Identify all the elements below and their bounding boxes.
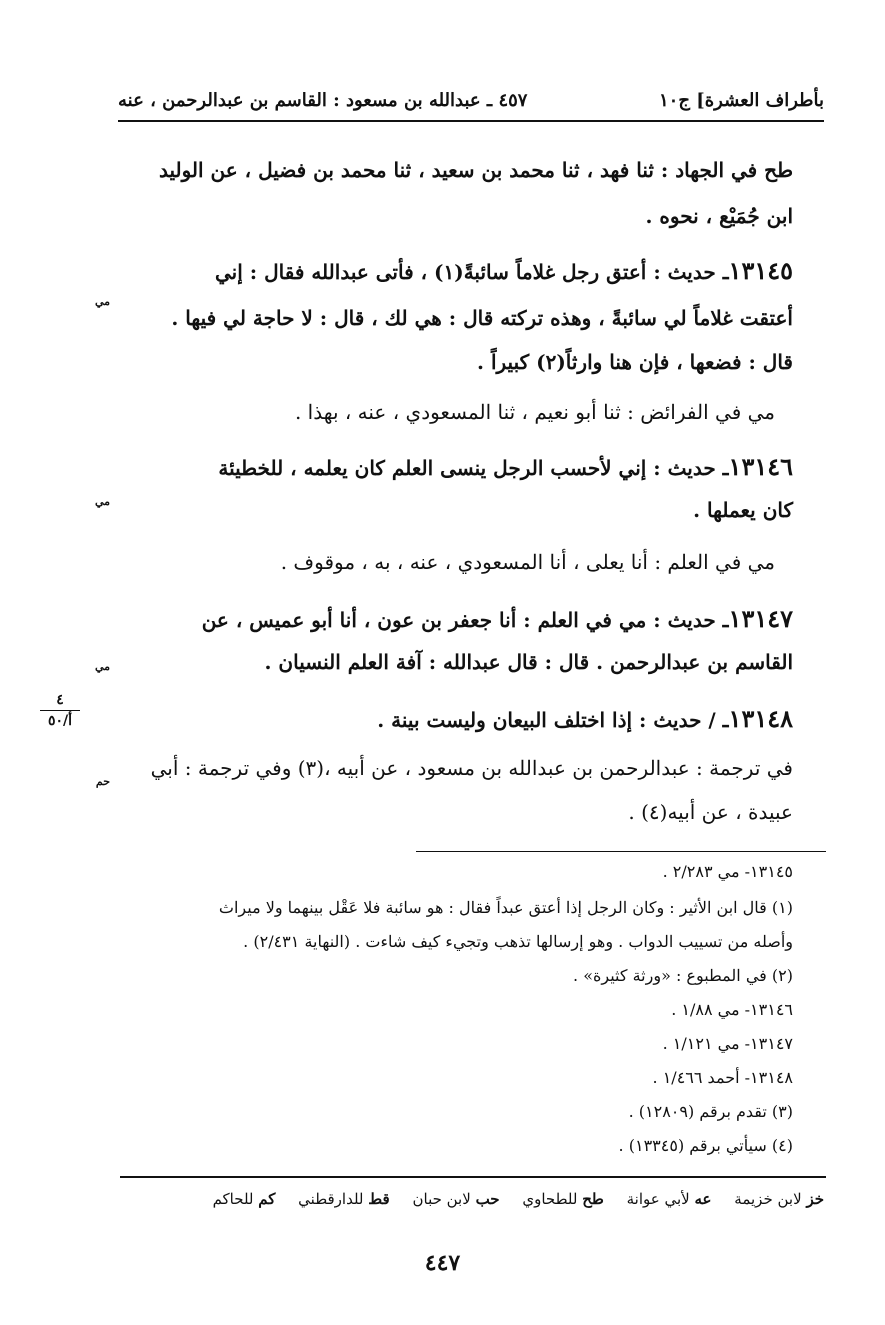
source-marker: مي (94, 660, 110, 673)
abbreviation-item: طح للطحاوي (522, 1190, 604, 1208)
hadith-number: ١٣١٤٧ (728, 604, 793, 633)
hadith-text: ـ حديث : أعتق رجل غلاماً سائبةً(١) ، فأتى عبدالله فقال : إني (214, 260, 729, 284)
footnote: (٤) سيأتي برقم (١٣٣٤٥) . (618, 1136, 793, 1155)
hadith-13148-line-3: عبيدة ، عن أبيه(٤) . (628, 800, 793, 824)
hadith-number: ١٣١٤٨ (728, 704, 793, 733)
hadith-text: ـ / حديث : إذا اختلف البيعان وليست بينة . (377, 708, 729, 732)
hadith-13145-line-3: قال : فضعها ، فإن هنا وارثاً(٢) كبيراً . (477, 350, 793, 374)
intro-line-1: طح في الجهاد : ثنا فهد ، ثنا محمد بن سعيد ، ثنا محمد بن فضيل ، عن الوليد (158, 158, 793, 182)
folio-number: ٤ (56, 692, 64, 708)
running-header (118, 84, 824, 122)
hadith-13145-line-1 (93, 256, 793, 285)
legend-rule (120, 1176, 826, 1178)
hadith-13148-line-1 (93, 704, 793, 733)
hadith-13145-line-2: أعتقت غلاماً لي سائبةً ، وهذه تركته قال : هي لك ، قال : لا حاجة لي فيها . (171, 306, 793, 330)
footnote: ١٣١٤٧- مي ١/١٢١ . (662, 1034, 793, 1053)
footnote: وأصله من تسييب الدواب . وهو إرسالها تذهب وتجيء كيف شاءت . (النهاية ٢/٤٣١) . (243, 932, 793, 951)
hadith-13147-line-1 (93, 604, 793, 633)
abbreviation-item: حب لابن حبان (412, 1190, 500, 1208)
abbreviation-legend (118, 1190, 824, 1208)
abbreviation-item: قط للدارقطني (298, 1190, 390, 1208)
source-marker: مي (94, 295, 110, 308)
footnote: ١٣١٤٦- مي ١/٨٨ . (671, 1000, 793, 1019)
footnote-separator (416, 851, 826, 852)
intro-line-2: ابن جُمَيْع ، نحوه . (645, 204, 793, 228)
footnote: (٢) في المطبوع : «ورثة كثيرة» . (573, 966, 793, 985)
hadith-13148-line-2: في ترجمة : عبدالرحمن بن عبدالله بن مسعود ، عن أبيه ،(٣) وفي ترجمة : أبي (150, 756, 793, 780)
footnote: (٣) تقدم برقم (١٢٨٠٩) . (628, 1102, 793, 1121)
manuscript-folio-note (40, 692, 80, 729)
hadith-text: ـ حديث : إني لأحسب الرجل ينسى العلم كان يعلمه ، للخطيئة (218, 456, 729, 480)
hadith-13147-line-2: القاسم بن عبدالرحمن . قال : قال عبدالله : آفة العلم النسيان . (264, 650, 793, 674)
abbreviation-item: خز لابن خزيمة (734, 1190, 824, 1208)
source-marker: حم (95, 775, 110, 788)
header-section-title: ٤٥٧ ـ عبدالله بن مسعود : القاسم بن عبدالرحمن ، عنه (118, 90, 528, 111)
header-book-title: بأطراف العشرة] ج١٠ (658, 90, 824, 111)
folio-divider (40, 710, 80, 711)
abbreviation-item: عه لأبي عوانة (626, 1190, 712, 1208)
hadith-13146-line-2: كان يعملها . (693, 498, 793, 522)
hadith-text: ـ حديث : مي في العلم : أنا جعفر بن عون ، أنا أبو عميس ، عن (201, 608, 729, 632)
abbreviation-item: كم للحاكم (212, 1190, 276, 1208)
footnote: ١٣١٤٨- أحمد ١/٤٦٦ . (652, 1068, 793, 1087)
hadith-13146-line-1 (93, 452, 793, 481)
hadith-13145-chain: مي في الفرائض : ثنا أبو نعيم ، ثنا المسعودي ، عنه ، بهذا . (294, 400, 775, 424)
folio-reference: أ/٥٠ (47, 713, 73, 729)
footnote: ١٣١٤٥- مي ٢/٢٨٣ . (662, 862, 793, 881)
hadith-number: ١٣١٤٦ (728, 452, 793, 481)
source-marker: مي (94, 495, 110, 508)
hadith-13146-chain: مي في العلم : أنا يعلى ، أنا المسعودي ، عنه ، به ، موقوف . (280, 550, 775, 574)
hadith-number: ١٣١٤٥ (728, 256, 793, 285)
page-number: ٤٤٧ (424, 1250, 461, 1276)
footnote: (١) قال ابن الأثير : وكان الرجل إذا أعتق عبداً فقال : هو سائبة فلا عَقْل بينهما ولا ميراث (218, 898, 793, 917)
